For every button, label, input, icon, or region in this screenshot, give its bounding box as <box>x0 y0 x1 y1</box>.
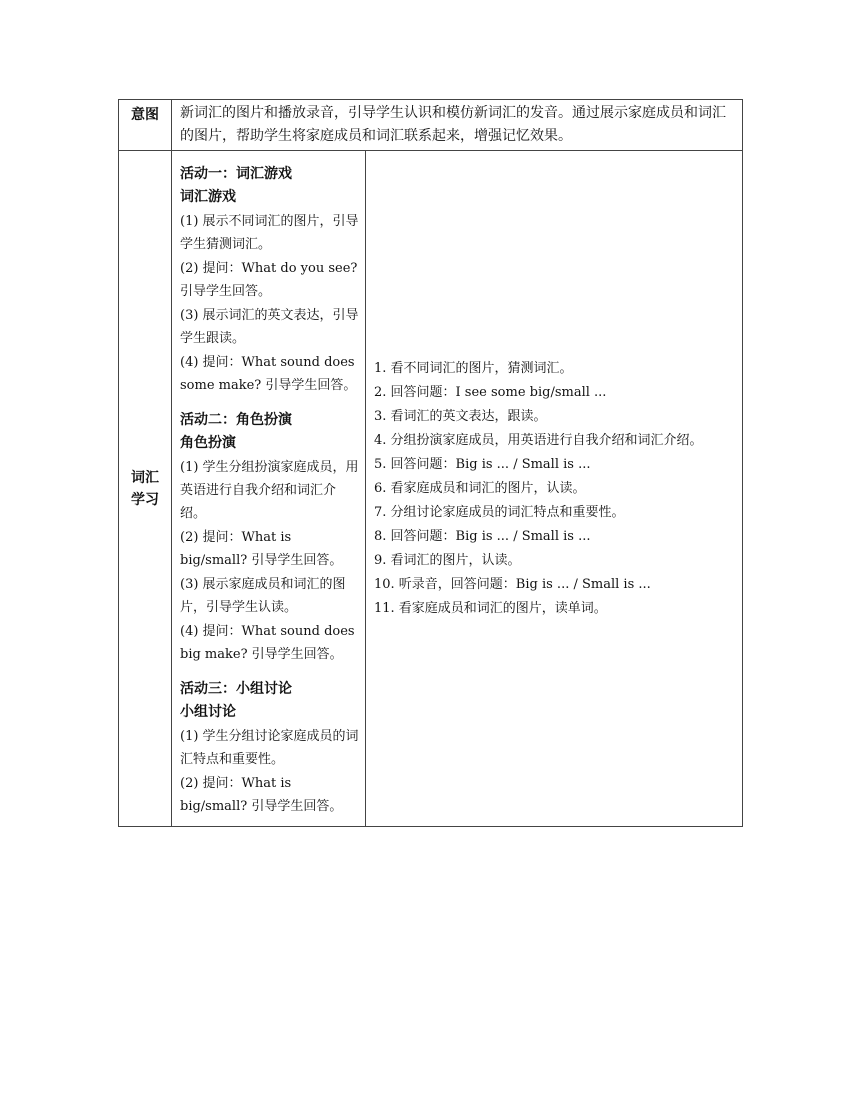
vocab-label <box>119 151 172 827</box>
activity-subtitle: 角色扮演 <box>180 435 236 451</box>
activity-title: 活动三：小组讨论 <box>180 681 292 697</box>
student-step: 9. 看词汇的图片，认读。 <box>374 552 521 568</box>
activity-3 <box>180 678 359 818</box>
activity-2 <box>180 409 359 666</box>
activity-subtitle: 小组讨论 <box>180 704 236 720</box>
activity-step: (1) 学生分组讨论家庭成员的词汇特点和重要性。 <box>180 729 359 767</box>
student-step: 4. 分组扮演家庭成员，用英语进行自我介绍和词汇介绍。 <box>374 432 703 448</box>
activity-subtitle: 词汇游戏 <box>180 189 236 205</box>
intent-row <box>119 100 743 151</box>
activity-step: (1) 学生分组扮演家庭成员，用英语进行自我介绍和词汇介绍。 <box>180 460 359 521</box>
student-step: 2. 回答问题：I see some big/small ... <box>374 384 607 400</box>
intent-label: 意图 <box>119 100 172 151</box>
student-step: 10. 听录音，回答问题：Big is ... / Small is ... <box>374 576 651 592</box>
activity-step: (4) 提问：What sound does big make? 引导学生回答。 <box>180 624 355 662</box>
activity-1 <box>180 163 359 397</box>
activity-step: (2) 提问：What do you see? 引导学生回答。 <box>180 261 358 299</box>
intent-text: 新词汇的图片和播放录音，引导学生认识和模仿新词汇的发音。通过展示家庭成员和词汇的图片，帮助学生将家庭成员和词汇联系起来，增强记忆效果。 <box>172 100 743 151</box>
activity-step: (3) 展示家庭成员和词汇的图片，引导学生认读。 <box>180 577 346 615</box>
student-activities <box>366 151 743 827</box>
student-step: 11. 看家庭成员和词汇的图片，读单词。 <box>374 600 607 616</box>
student-step: 7. 分组讨论家庭成员的词汇特点和重要性。 <box>374 504 625 520</box>
activity-step: (2) 提问：What is big/small? 引导学生回答。 <box>180 776 343 814</box>
lesson-plan-table <box>118 99 743 827</box>
vocab-label-text: 词汇学习 <box>131 469 159 508</box>
activity-step: (1) 展示不同词汇的图片，引导学生猜测词汇。 <box>180 214 359 252</box>
activity-step: (4) 提问：What sound does some make? 引导学生回答。 <box>180 355 357 393</box>
teacher-activities <box>172 151 366 827</box>
student-step: 6. 看家庭成员和词汇的图片，认读。 <box>374 480 586 496</box>
student-step: 5. 回答问题：Big is ... / Small is ... <box>374 456 591 472</box>
student-step: 1. 看不同词汇的图片，猜测词汇。 <box>374 360 573 376</box>
student-step: 3. 看词汇的英文表达，跟读。 <box>374 408 547 424</box>
activity-title: 活动一：词汇游戏 <box>180 166 292 182</box>
activity-step: (2) 提问：What is big/small? 引导学生回答。 <box>180 530 343 568</box>
activity-title: 活动二：角色扮演 <box>180 412 292 428</box>
student-step-list <box>374 357 734 621</box>
activity-step: (3) 展示词汇的英文表达，引导学生跟读。 <box>180 308 359 346</box>
student-step: 8. 回答问题：Big is ... / Small is ... <box>374 528 591 544</box>
vocab-row <box>119 151 743 827</box>
